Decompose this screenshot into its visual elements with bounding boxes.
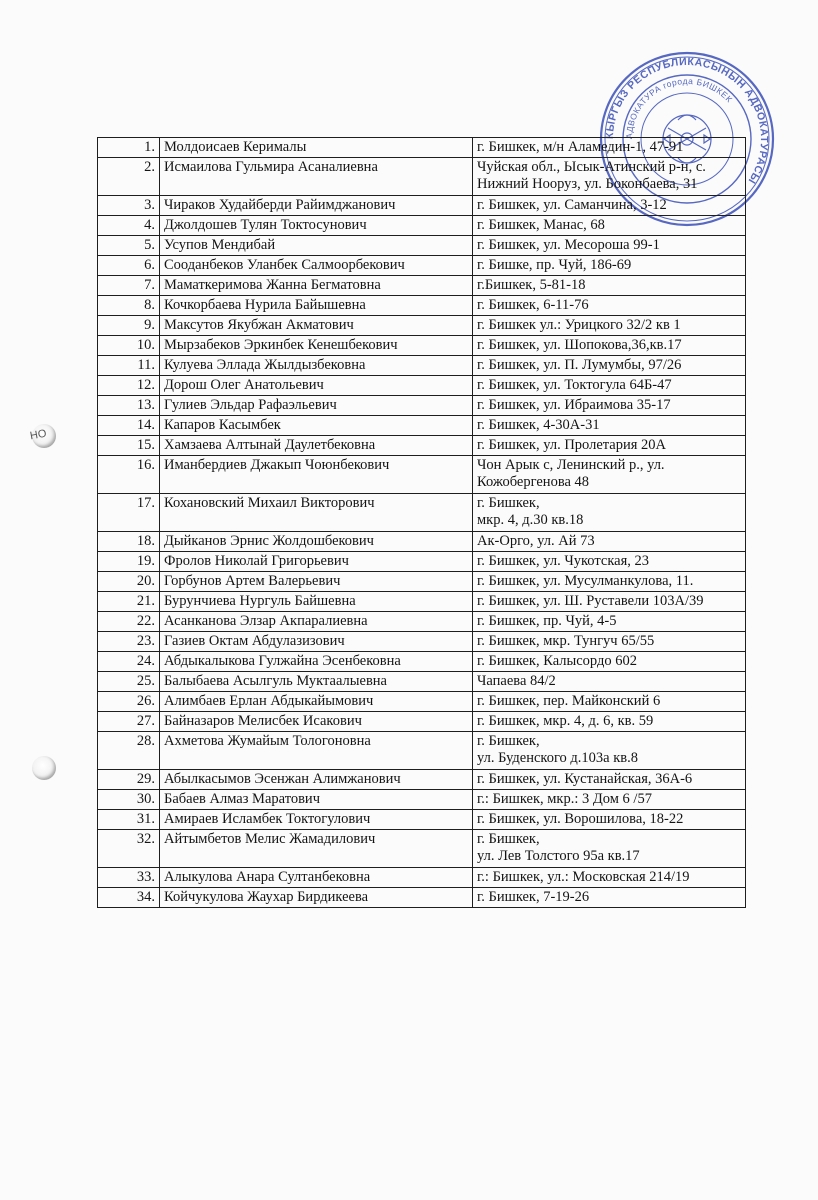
person-address — [473, 196, 746, 216]
person-address — [473, 552, 746, 572]
row-number: 20. — [98, 572, 160, 592]
row-number: 9. — [98, 316, 160, 336]
person-address — [473, 494, 746, 532]
address-line: г. Бишкек, ул. Месороша 99-1 — [477, 237, 660, 253]
person-address — [473, 532, 746, 552]
address-line: г. Бишкек, ул. Саманчина, 3-12 — [477, 197, 667, 213]
address-line: Кожобергенова 48 — [477, 474, 590, 490]
row-number: 26. — [98, 692, 160, 712]
table-row — [98, 316, 746, 336]
address-line: г.: Бишкек, мкр.: 3 Дом 6 /57 — [477, 791, 652, 807]
table-row — [98, 256, 746, 276]
table-row — [98, 652, 746, 672]
table-row — [98, 236, 746, 256]
address-line: г. Бишкек, ул. Токтогула 64Б-47 — [477, 377, 672, 393]
table-row — [98, 196, 746, 216]
row-number: 21. — [98, 592, 160, 612]
person-address — [473, 868, 746, 888]
row-number: 22. — [98, 612, 160, 632]
address-line: г. Бишкек, ул. Кустанайская, 36А-6 — [477, 771, 693, 787]
address-line: г. Бишкек, ул. Чукотская, 23 — [477, 553, 649, 569]
address-line: г. Бишкек, — [477, 733, 540, 749]
person-name: Маматкеримова Жанна Бегматовна — [160, 276, 473, 296]
table-row — [98, 336, 746, 356]
person-address — [473, 652, 746, 672]
table-row — [98, 276, 746, 296]
person-name: Бабаев Алмаз Маратович — [160, 790, 473, 810]
person-name: Мырзабеков Эркинбек Кенешбекович — [160, 336, 473, 356]
person-address — [473, 376, 746, 396]
table-row — [98, 456, 746, 494]
person-address-table — [97, 137, 746, 908]
row-number: 18. — [98, 532, 160, 552]
table-row — [98, 692, 746, 712]
table-row — [98, 888, 746, 908]
address-line: Чапаева 84/2 — [477, 673, 556, 689]
row-number: 11. — [98, 356, 160, 376]
person-name: Кочкорбаева Нурила Байышевна — [160, 296, 473, 316]
table-row — [98, 632, 746, 652]
person-address — [473, 612, 746, 632]
person-name: Кулуева Эллада Жылдызбековна — [160, 356, 473, 376]
person-name: Иманбердиев Джакып Чоюнбекович — [160, 456, 473, 494]
person-address — [473, 888, 746, 908]
table-row — [98, 356, 746, 376]
person-name: Алимбаев Ерлан Абдыкайымович — [160, 692, 473, 712]
address-line: мкр. 4, д.30 кв.18 — [477, 512, 584, 528]
person-name: Фролов Николай Григорьевич — [160, 552, 473, 572]
address-line: г. Бишкек, ул. Пролетария 20А — [477, 437, 667, 453]
table-row — [98, 216, 746, 236]
person-address — [473, 672, 746, 692]
row-number: 15. — [98, 436, 160, 456]
person-address — [473, 138, 746, 158]
stamp-inner-text: АДВОКАТУРА города БИШКЕК — [623, 75, 735, 140]
person-name: Сооданбеков Уланбек Салмоорбекович — [160, 256, 473, 276]
person-name: Кохановский Михаил Викторович — [160, 494, 473, 532]
person-address — [473, 456, 746, 494]
row-number: 24. — [98, 652, 160, 672]
address-line: г. Бишкек, Калысордо 602 — [477, 653, 637, 669]
row-number: 30. — [98, 790, 160, 810]
table-row — [98, 770, 746, 790]
person-name: Бурунчиева Нургуль Байшевна — [160, 592, 473, 612]
table-row — [98, 436, 746, 456]
address-line: г. Бишкек, 7-19-26 — [477, 889, 590, 905]
table-row — [98, 396, 746, 416]
person-name: Горбунов Артем Валерьевич — [160, 572, 473, 592]
row-number: 6. — [98, 256, 160, 276]
table-row — [98, 732, 746, 770]
address-line: Ак-Орго, ул. Ай 73 — [477, 533, 595, 549]
row-number: 7. — [98, 276, 160, 296]
row-number: 28. — [98, 732, 160, 770]
person-address — [473, 216, 746, 236]
table-body — [98, 138, 746, 908]
row-number: 16. — [98, 456, 160, 494]
address-line: г. Бишкек, — [477, 495, 540, 511]
person-name: Амираев Исламбек Токтогулович — [160, 810, 473, 830]
address-line: г. Бишкек, ул. Ворошилова, 18-22 — [477, 811, 684, 827]
person-address — [473, 396, 746, 416]
row-number: 27. — [98, 712, 160, 732]
address-line: г. Бишкек, — [477, 831, 540, 847]
person-address — [473, 436, 746, 456]
person-name: Хамзаева Алтынай Даулетбековна — [160, 436, 473, 456]
person-address — [473, 770, 746, 790]
svg-text:АДВОКАТУРА города БИШКЕК — [624, 76, 735, 139]
punch-label: НО — [29, 427, 48, 443]
address-line: г. Бишкек, ул. Мусулманкулова, 11. — [477, 573, 694, 589]
address-line: г. Бишкек, ул. П. Лумумбы, 97/26 — [477, 357, 682, 373]
person-address — [473, 336, 746, 356]
person-name: Газиев Октам Абдулазизович — [160, 632, 473, 652]
person-name: Максутов Якубжан Акматович — [160, 316, 473, 336]
row-number: 5. — [98, 236, 160, 256]
address-line: г. Бишкек, Манас, 68 — [477, 217, 605, 233]
table-row — [98, 790, 746, 810]
person-name: Айтымбетов Мелис Жамадилович — [160, 830, 473, 868]
address-line: г. Бишкек, пер. Майконский 6 — [477, 693, 661, 709]
address-line: г. Бишке, пр. Чуй, 186-69 — [477, 257, 632, 273]
address-line: г. Бишкек, мкр. 4, д. 6, кв. 59 — [477, 713, 654, 729]
person-address — [473, 296, 746, 316]
person-name: Исмаилова Гульмира Асаналиевна — [160, 158, 473, 196]
person-address — [473, 592, 746, 612]
address-line: г.: Бишкек, ул.: Московская 214/19 — [477, 869, 690, 885]
address-line: г. Бишкек, 6-11-76 — [477, 297, 589, 313]
table-row — [98, 592, 746, 612]
address-line: г. Бишкек ул.: Урицкого 32/2 кв 1 — [477, 317, 681, 333]
person-name: Асанканова Элзар Акпаралиевна — [160, 612, 473, 632]
row-number: 10. — [98, 336, 160, 356]
row-number: 29. — [98, 770, 160, 790]
address-line: ул. Буденского д.103а кв.8 — [477, 750, 639, 766]
person-name: Абылкасымов Эсенжан Алимжанович — [160, 770, 473, 790]
table-row — [98, 296, 746, 316]
person-address — [473, 256, 746, 276]
table-row — [98, 672, 746, 692]
person-name: Гулиев Эльдар Рафаэльевич — [160, 396, 473, 416]
address-line: Нижний Нооруз, ул. Боконбаева, 31 — [477, 176, 698, 192]
address-line: Чуйская обл., Ысык-Атинский р-н, с. — [477, 159, 706, 175]
table-row — [98, 552, 746, 572]
person-address — [473, 712, 746, 732]
row-number: 17. — [98, 494, 160, 532]
person-address — [473, 356, 746, 376]
person-name: Балыбаева Асылгуль Муктаалыевна — [160, 672, 473, 692]
punch-hole-bottom — [32, 756, 56, 780]
table-row — [98, 494, 746, 532]
person-name: Байназаров Мелисбек Исакович — [160, 712, 473, 732]
address-line: г. Бишкек, мкр. Тунгуч 65/55 — [477, 633, 655, 649]
person-name: Чираков Худайберди Райимджанович — [160, 196, 473, 216]
table-row — [98, 572, 746, 592]
row-number: 23. — [98, 632, 160, 652]
person-address — [473, 276, 746, 296]
address-line: г. Бишкек, пр. Чуй, 4-5 — [477, 613, 617, 629]
row-number: 19. — [98, 552, 160, 572]
person-name: Дыйканов Эрнис Жолдошбекович — [160, 532, 473, 552]
row-number: 2. — [98, 158, 160, 196]
row-number: 3. — [98, 196, 160, 216]
table-row — [98, 532, 746, 552]
person-name: Джолдошев Тулян Токтосунович — [160, 216, 473, 236]
person-name: Молдоисаев Керималы — [160, 138, 473, 158]
person-address — [473, 416, 746, 436]
person-address — [473, 732, 746, 770]
row-number: 12. — [98, 376, 160, 396]
address-line: Чон Арык с, Ленинский р., ул. — [477, 457, 665, 473]
person-name: Усупов Мендибай — [160, 236, 473, 256]
person-name: Дорош Олег Анатольевич — [160, 376, 473, 396]
person-name: Койчукулова Жаухар Бирдикеева — [160, 888, 473, 908]
person-name: Абдыкалыкова Гулжайна Эсенбековна — [160, 652, 473, 672]
person-address — [473, 572, 746, 592]
row-number: 13. — [98, 396, 160, 416]
table-row — [98, 138, 746, 158]
person-address — [473, 810, 746, 830]
stamp-outer-text: КЫРГЫЗ РЕСПУБЛИКАСЫНЫН АДВОКАТУРАСЫ — [603, 55, 771, 187]
person-name: Алыкулова Анара Султанбековна — [160, 868, 473, 888]
address-line: г.Бишкек, 5-81-18 — [477, 277, 586, 293]
table-row — [98, 830, 746, 868]
table-row — [98, 810, 746, 830]
row-number: 34. — [98, 888, 160, 908]
row-number: 8. — [98, 296, 160, 316]
address-line: г. Бишкек, 4-30А-31 — [477, 417, 600, 433]
row-number: 33. — [98, 868, 160, 888]
row-number: 25. — [98, 672, 160, 692]
table-row — [98, 712, 746, 732]
address-line: г. Бишкек, ул. Ш. Руставели 103А/39 — [477, 593, 704, 609]
person-address — [473, 790, 746, 810]
person-address — [473, 632, 746, 652]
person-address — [473, 158, 746, 196]
address-line: ул. Лев Толстого 95а кв.17 — [477, 848, 640, 864]
table-row — [98, 868, 746, 888]
row-number: 4. — [98, 216, 160, 236]
table-row — [98, 612, 746, 632]
table-row — [98, 416, 746, 436]
row-number: 1. — [98, 138, 160, 158]
person-name: Ахметова Жумайым Тологоновна — [160, 732, 473, 770]
table-row — [98, 376, 746, 396]
address-line: г. Бишкек, ул. Ибраимова 35-17 — [477, 397, 671, 413]
address-line: г. Бишкек, ул. Шопокова,36,кв.17 — [477, 337, 682, 353]
person-address — [473, 830, 746, 868]
row-number: 14. — [98, 416, 160, 436]
person-address — [473, 692, 746, 712]
row-number: 32. — [98, 830, 160, 868]
table-row — [98, 158, 746, 196]
row-number: 31. — [98, 810, 160, 830]
person-address — [473, 236, 746, 256]
address-line: г. Бишкек, м/н Аламедин-1, 47-91 — [477, 139, 684, 155]
person-name: Капаров Касымбек — [160, 416, 473, 436]
person-address — [473, 316, 746, 336]
